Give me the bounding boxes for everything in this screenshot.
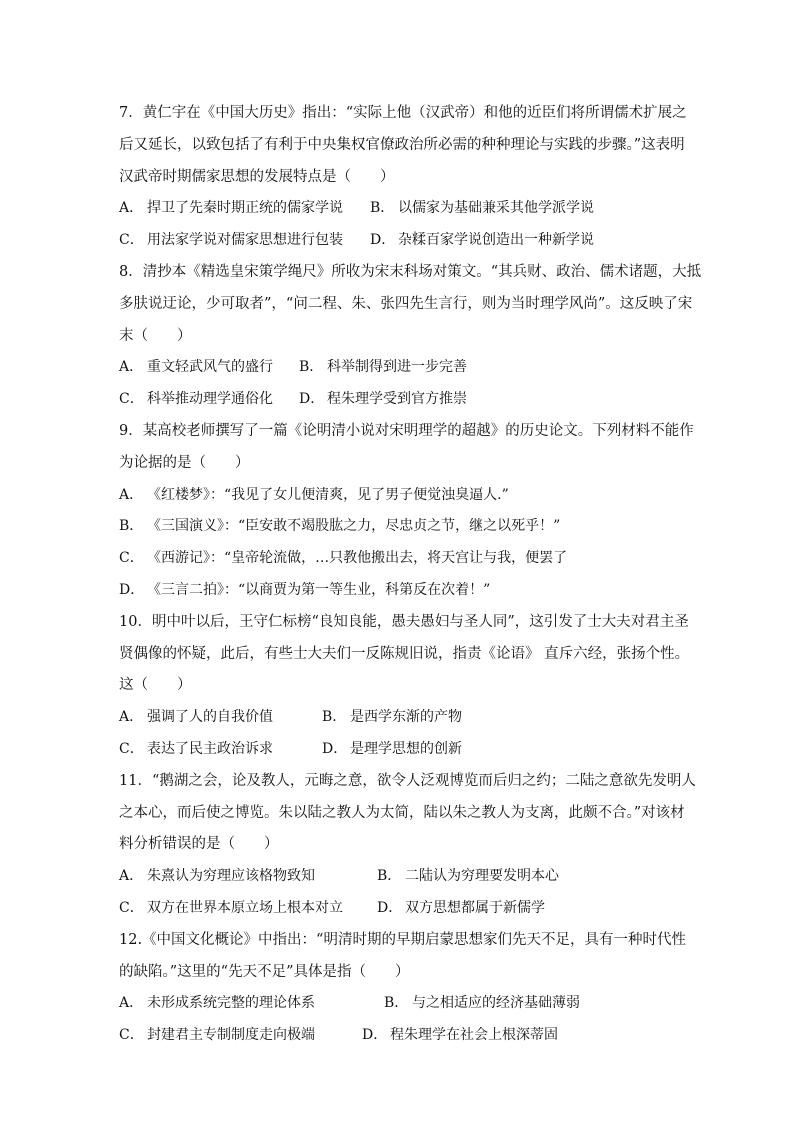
question-8-option-b[interactable]: B． 科举制得到进一步完善	[299, 359, 467, 376]
question-10-option-a[interactable]: A． 强调了人的自我价值	[119, 709, 273, 726]
question-10-option-b[interactable]: B． 是西学东渐的产物	[322, 709, 462, 726]
question-7-options-row-1	[119, 193, 679, 225]
question-11-stem-line-2: 之本心，而后使之博览。朱以陆之教人为太简，陆以朱之教人为支离，此颇不合。”对该材	[119, 804, 685, 821]
question-10-stem-line-1: 10．明中叶以后，王守仁标榜“良知良能，愚夫愚妇与圣人同”，这引发了士大夫对君主圣	[119, 613, 689, 630]
question-12-option-d[interactable]: D． 程朱理学在社会上根深蒂固	[362, 1027, 558, 1044]
question-8-option-d[interactable]: D． 程朱理学受到官方推崇	[299, 391, 467, 408]
question-10-option-c[interactable]: C． 表达了民主政治诉求	[119, 740, 273, 757]
question-7-option-d[interactable]: D． 杂糅百家学说创造出一种新学说	[370, 232, 594, 249]
question-12-options-row-1	[119, 988, 679, 1020]
question-10-stem-line-2: 贤偶像的怀疑，此后，有些士大夫们一反陈规旧说，指责《论语》 直斥六经，张扬个性。	[119, 645, 690, 662]
question-8-stem-line-2: 多肤说迂论，少可取者”，“问二程、朱、张四先生言行，则为当时理学风尚”。这反映了宋	[119, 295, 693, 312]
question-11	[119, 766, 696, 925]
question-10	[119, 607, 690, 766]
question-9-option-d[interactable]: D． 《三言二拍》：“以商贾为第一等生业，科第反在次着！”	[119, 581, 491, 598]
question-8-stem-line-3: 末（ ）	[119, 327, 192, 344]
question-11-options-row-2	[119, 893, 679, 925]
question-11-option-b[interactable]: B． 二陆认为穷理要发明本心	[377, 868, 559, 885]
question-9	[119, 416, 694, 607]
question-7-stem-line-2: 后又延长，以致包括了有利于中央集权官僚政治所必需的种种理论与实践的步骤。”这表明	[119, 136, 685, 153]
question-11-option-d[interactable]: D． 双方思想都属于新儒学	[377, 899, 545, 916]
question-7	[119, 98, 687, 257]
question-11-option-c[interactable]: C． 双方在世界本原立场上根本对立	[119, 899, 343, 916]
question-11-stem-line-3: 料分析错误的是（ ）	[119, 836, 279, 853]
question-8-options-row-1	[119, 352, 679, 384]
question-10-options-row-2	[119, 734, 679, 766]
question-10-option-d[interactable]: D． 是理学思想的创新	[322, 740, 462, 757]
question-8	[119, 257, 702, 416]
question-8-stem-line-1: 8．清抄本《精选皇宋策学绳尺》所收为宋末科场对策文。“其兵财、政治、儒术诸题，大抵	[119, 263, 702, 280]
question-7-option-b[interactable]: B． 以儒家为基础兼采其他学派学说	[370, 200, 594, 217]
question-11-option-a[interactable]: A． 朱熹认为穷理应该格物致知	[119, 868, 315, 885]
question-9-stem-line-2: 为论据的是（ ）	[119, 454, 250, 471]
question-10-options-row-1	[119, 702, 679, 734]
question-12-options-row-2	[119, 1020, 679, 1052]
question-12-option-b[interactable]: B． 与之相适应的经济基础薄弱	[384, 995, 580, 1012]
question-7-option-a[interactable]: A． 捍卫了先秦时期正统的儒家学说	[119, 200, 343, 217]
question-7-stem-line-1: 7．黄仁宇在《中国大历史》指出：“实际上他（汉武帝）和他的近臣们将所谓儒术扩展之	[119, 105, 687, 121]
question-11-options-row-1	[119, 861, 679, 893]
question-9-stem-line-1: 9．某高校老师撰写了一篇《论明清小说对宋明理学的超越》的历史论文。下列材料不能作	[119, 422, 694, 439]
question-list	[119, 98, 702, 1052]
question-12-stem-line-2: 的缺陷。”这里的“先天不足”具体是指（ ）	[119, 963, 410, 980]
question-12	[119, 925, 686, 1052]
question-10-stem-line-3: 这（ ）	[119, 677, 192, 694]
question-12-stem-line-1: 12.《中国文化概论》中指出：“明清时期的早期启蒙思想家们先天不足，具有一种时代性	[119, 931, 686, 948]
question-9-option-b[interactable]: B． 《三国演义》：“臣安敢不竭股肱之力，尽忠贞之节，继之以死乎！”	[119, 518, 561, 535]
question-12-option-c[interactable]: C． 封建君主专制制度走向极端	[119, 1027, 315, 1044]
question-7-options-row-2	[119, 225, 679, 257]
question-8-options-row-2	[119, 384, 679, 416]
question-9-option-c[interactable]: C． 《西游记》：“皇帝轮流做，…只教他搬出去，将天宫让与我，便罢了	[119, 550, 568, 567]
question-11-stem-line-1: 11．“鹅湖之会，论及教人，元晦之意，欲令人泛观博览而后归之约；二陆之意欲先发明人	[119, 772, 696, 789]
question-7-stem-line-3: 汉武帝时期儒家思想的发展特点是（ ）	[119, 168, 395, 185]
question-12-option-a[interactable]: A． 未形成系统完整的理论体系	[119, 995, 315, 1012]
question-9-option-a[interactable]: A． 《红楼梦》：“我见了女儿便清爽，见了男子便觉浊臭逼人.”	[119, 486, 509, 503]
question-7-option-c[interactable]: C． 用法家学说对儒家思想进行包装	[119, 232, 343, 249]
question-8-option-a[interactable]: A． 重文轻武风气的盛行	[119, 359, 273, 376]
question-8-option-c[interactable]: C． 科举推动理学通俗化	[119, 391, 273, 408]
